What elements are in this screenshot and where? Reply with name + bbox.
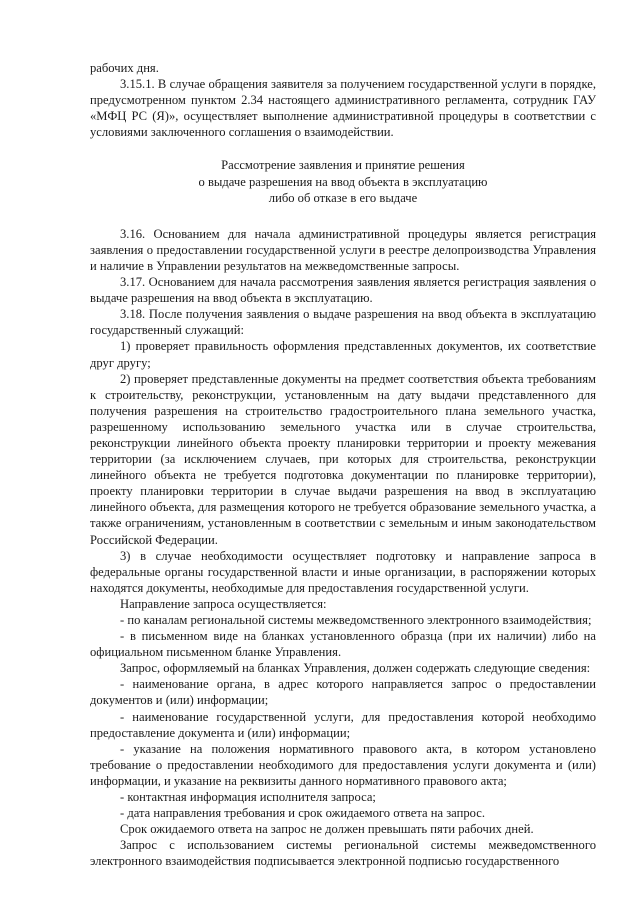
paragraph-3-16: 3.16. Основанием для начала административной процедуры является регистрация заявления о предоставлении государственной услуги в реестре делопроизводства Управления и наличие в Управлении результатов на межведомственные запросы. (90, 226, 596, 273)
dash-item-date: - дата направления требования и срок ожидаемого ответа на запрос. (120, 806, 485, 821)
dash-item-contact: - контактная информация исполнителя запроса; (120, 790, 376, 805)
paragraph-request-channels: Направление запроса осуществляется: (120, 596, 327, 611)
dash-item-legal-act: - указание на положения нормативного правового акта, в котором установлено требование о предоставлении необходимого для предоставления услуги документа и (или) информации, и указание на реквизиты данного нормативного правового акта; (90, 741, 596, 788)
dash-item-service-name: - наименование государственной услуги, для предоставления которой необходимо предоставление документа и (или) информации; (90, 709, 596, 740)
heading-line-2: о выдаче разрешения на ввод объекта в эксплуатацию (198, 174, 488, 189)
paragraph-electronic-signature: Запрос с использованием системы региональной системы межведомственного электронного взаимодействия подписывается электронной подписью государственного (90, 838, 596, 869)
paragraph-3-17: 3.17. Основанием для начала рассмотрения заявления является регистрация заявления о выдаче разрешения на ввод объекта в эксплуатацию. (90, 275, 596, 306)
paragraph-3-18: 3.18. После получения заявления о выдаче разрешения на ввод объекта в эксплуатацию государственный служащий: (90, 307, 596, 338)
heading-line-1: Рассмотрение заявления и принятие решения (221, 158, 465, 173)
heading-line-3: либо об отказе в его выдаче (268, 190, 418, 205)
dash-item-organ-name: - наименование органа, в адрес которого направляется запрос о предоставлении документов и (или) информации; (90, 677, 596, 708)
paragraph-3-15-1: 3.15.1. В случае обращения заявителя за получением государственной услуги в порядке, предусмотренном пунктом 2.34 настоящего административного регламента, сотрудник ГАУ «МФЦ РС (Я)», осуществляет выполнение административной процедуры в соответствии с условиями заключенного соглашения о взаимодействии. (90, 77, 596, 140)
dash-item-written: - в письменном виде на бланках установленного образца (при их наличии) либо на официальном письменном бланке Управления. (90, 629, 596, 660)
list-item-2: 2) проверяет представленные документы на предмет соответствия объекта требованиям к строительству, реконструкции, установленным на дату выдачи представленного для получения разрешения на строительство градостроительного плана земельного участка, разрешенному использованию земельного участка или в случае строительства, реконструкции линейного объекта проекту планировки территории и проекту межевания территории (за исключением случаев, при которых для строительства, реконструкции линейного объекта не требуется подготовка документации по планировке территории), проекту планировки территории в случае выдачи разрешения на ввод в эксплуатацию линейного объекта, для размещения которого не требуется образование земельного участка, а также ограничениям, установленным в соответствии с земельным и иным законодательством Российской Федерации. (90, 371, 596, 547)
intro-fragment: рабочих дня. (90, 61, 159, 75)
dash-item-electronic: - по каналам региональной системы межведомственного электронного взаимодействия; (120, 613, 592, 627)
list-item-3: 3) в случае необходимости осуществляет подготовку и направление запроса в федеральные органы государственной власти и иные организации, в распоряжении которых находятся документы, необходимые для предоставления государственной услуги. (90, 548, 596, 595)
section-heading (90, 157, 596, 205)
paragraph-request-content: Запрос, оформляемый на бланках Управления, должен содержать следующие сведения: (120, 661, 591, 676)
document-page (90, 60, 596, 870)
list-item-1: 1) проверяет правильность оформления представленных документов, их соответствие друг другу; (90, 339, 596, 370)
paragraph-response-term: Срок ожидаемого ответа на запрос не должен превышать пяти рабочих дней. (120, 822, 534, 837)
